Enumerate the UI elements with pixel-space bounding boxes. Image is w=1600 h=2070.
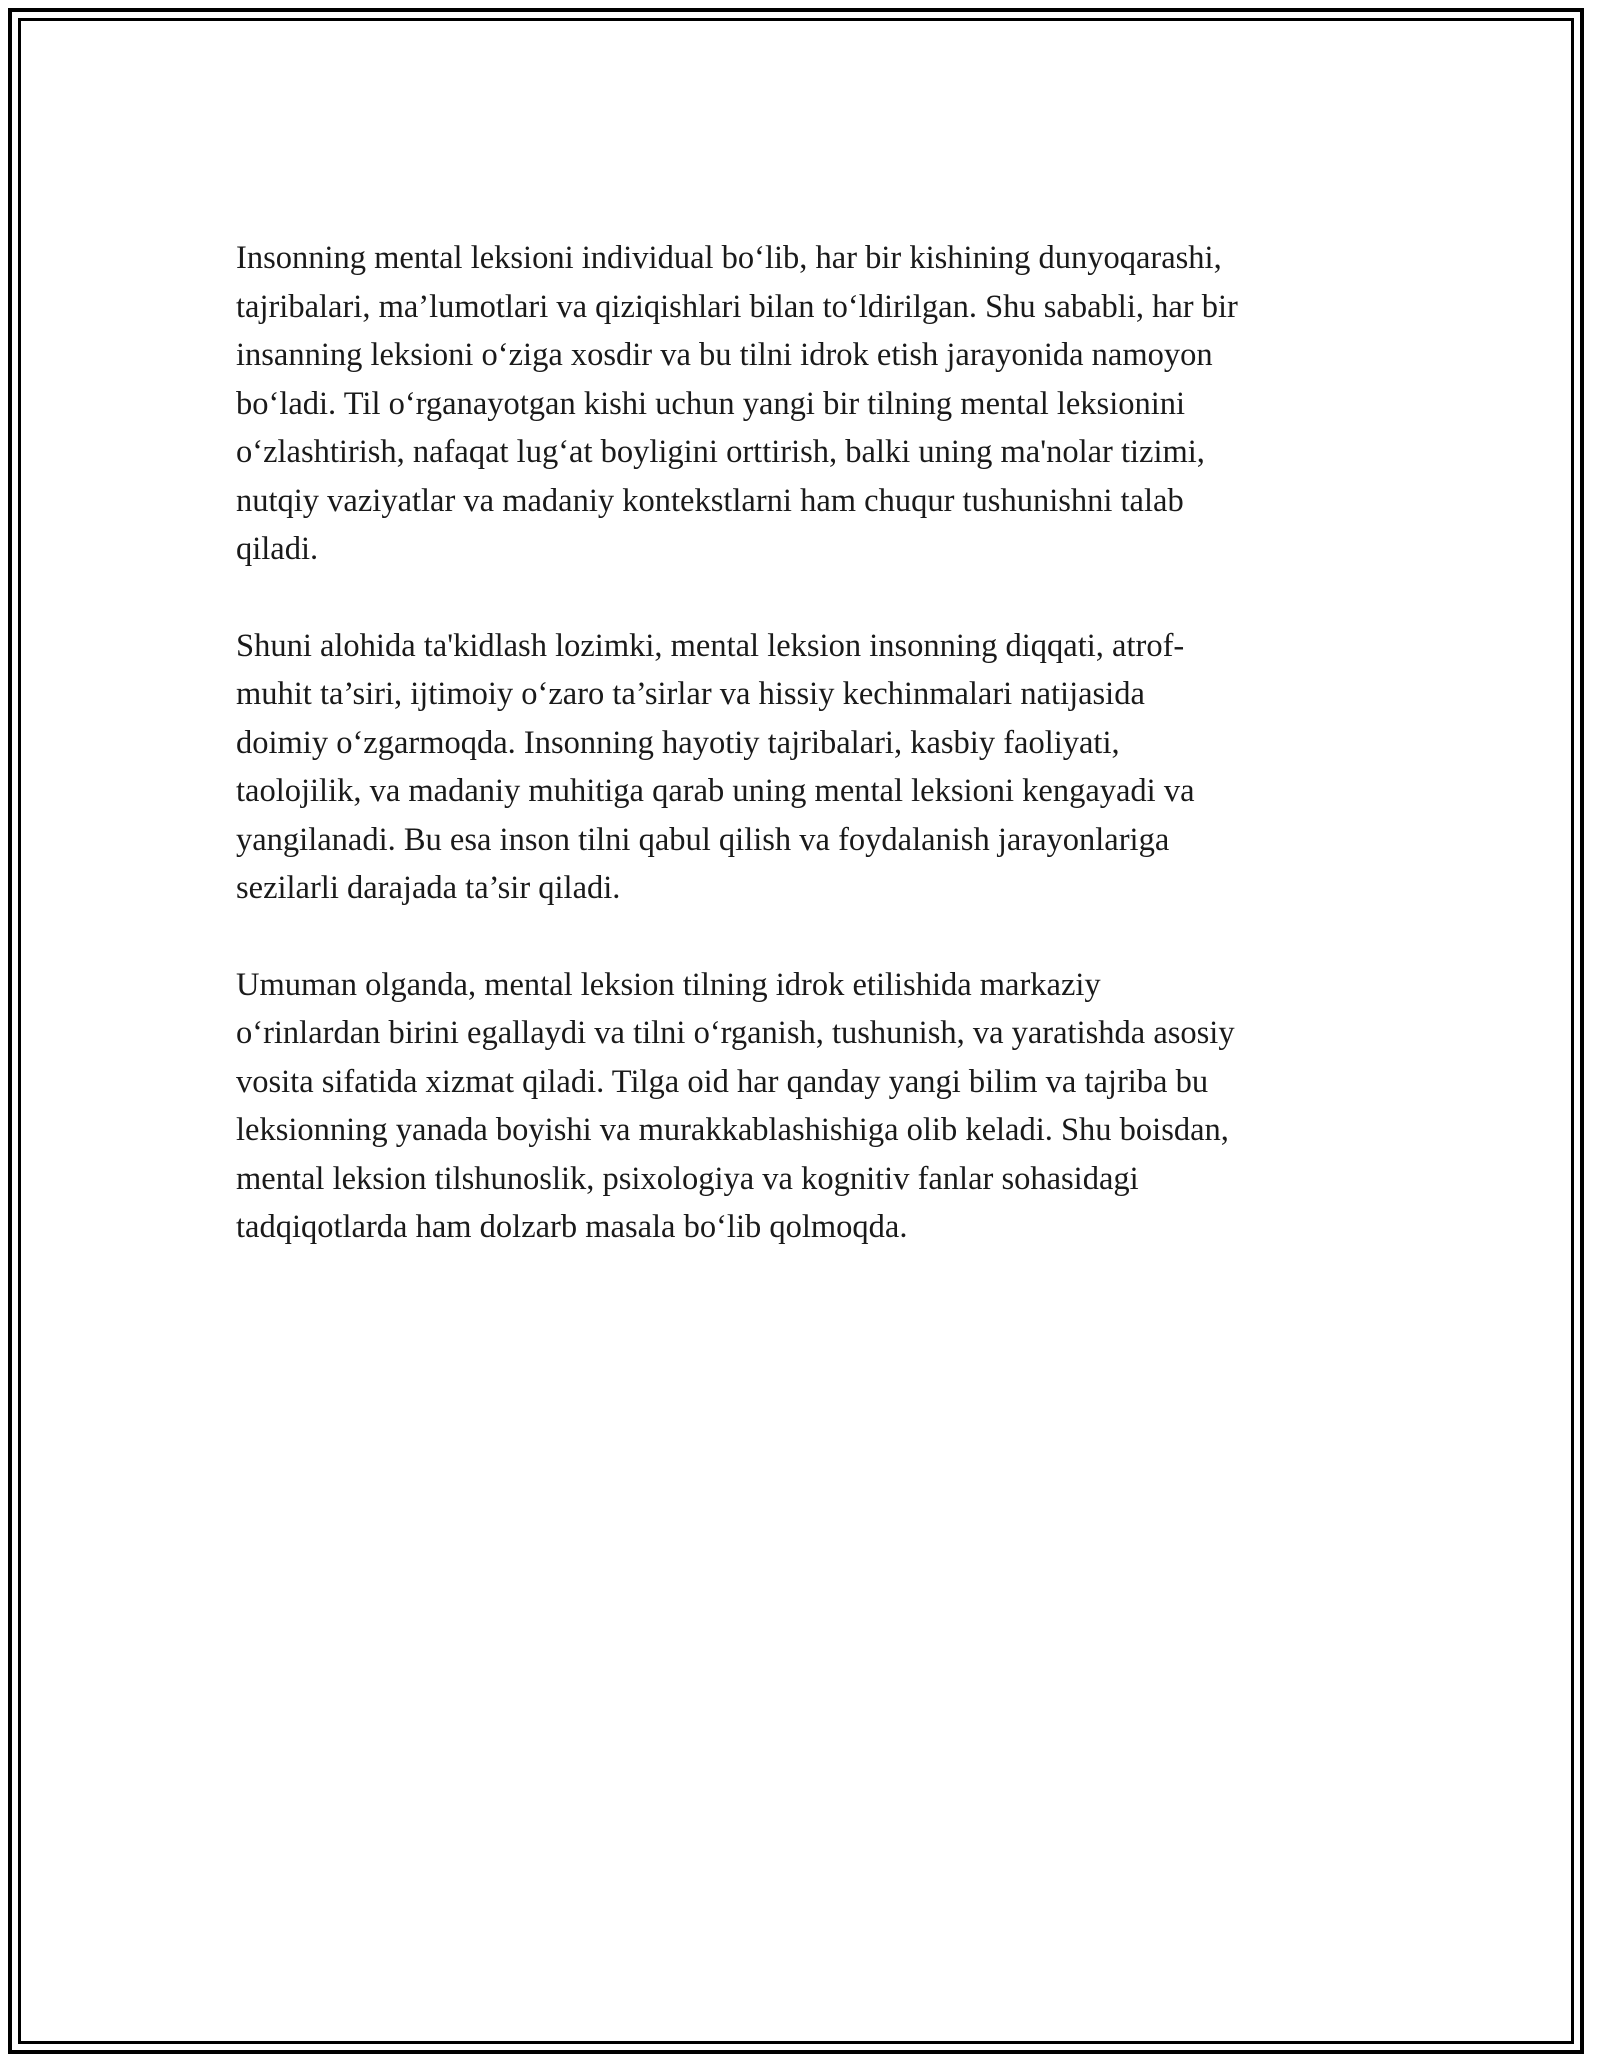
text-line: Shuni alohida ta'kidlash lozimki, mental leksion insonning diqqati, atrof- <box>236 627 1185 664</box>
text-line: Umuman olganda, mental leksion tilning idrok etilishida markaziy <box>236 966 1101 1003</box>
text-line: bo‘ladi. Til o‘rganayotgan kishi uchun yangi bir tilning mental leksionini <box>236 385 1186 422</box>
text-line: taolojilik, va madaniy muhitiga qarab uning mental leksioni kengayadi va <box>236 773 1195 809</box>
document-body <box>236 234 1386 1300</box>
text-line: muhit ta’siri, ijtimoiy o‘zaro ta’sirlar va hissiy kechinmalari natijasida <box>236 676 1145 712</box>
text-line: mental leksion tilshunoslik, psixologiya va kognitiv fanlar sohasidagi <box>236 1160 1139 1197</box>
text-line: nutqiy vaziyatlar va madaniy kontekstlarni ham chuqur tushunishni talab <box>236 482 1184 519</box>
paragraph-1 <box>236 234 1386 574</box>
text-line: vosita sifatida xizmat qiladi. Tilga oid har qanday yangi bilim va tajriba bu <box>236 1063 1209 1100</box>
text-line: Insonning mental leksioni individual bo‘lib, har bir kishining dunyoqarashi, <box>236 240 1222 276</box>
text-line: qiladi. <box>236 531 319 567</box>
text-line: leksionning yanada boyishi va murakkablashishiga olib keladi. Shu boisdan, <box>236 1112 1229 1148</box>
text-line: doimiy o‘zgarmoqda. Insonning hayotiy tajribalari, kasbiy faoliyati, <box>236 724 1120 761</box>
text-line: sezilarli darajada ta’sir qiladi. <box>236 870 621 906</box>
text-line: tadqiqotlarda ham dolzarb masala bo‘lib qolmoqda. <box>236 1209 908 1245</box>
text-line: yangilanadi. Bu esa inson tilni qabul qilish va foydalanish jarayonlariga <box>236 821 1170 858</box>
text-line: o‘zlashtirish, nafaqat lug‘at boyligini orttirish, balki uning ma'nolar tizimi, <box>236 434 1205 470</box>
paragraph-2 <box>236 622 1386 913</box>
paragraph-3 <box>236 961 1386 1252</box>
text-line: o‘rinlardan birini egallaydi va tilni o‘rganish, tushunish, va yaratishda asosiy <box>236 1015 1235 1051</box>
text-line: tajribalari, ma’lumotlari va qiziqishlari bilan to‘ldirilgan. Shu sababli, har bir <box>236 288 1238 325</box>
text-line: insanning leksioni o‘ziga xosdir va bu tilni idrok etish jarayonida namoyon <box>236 337 1213 373</box>
